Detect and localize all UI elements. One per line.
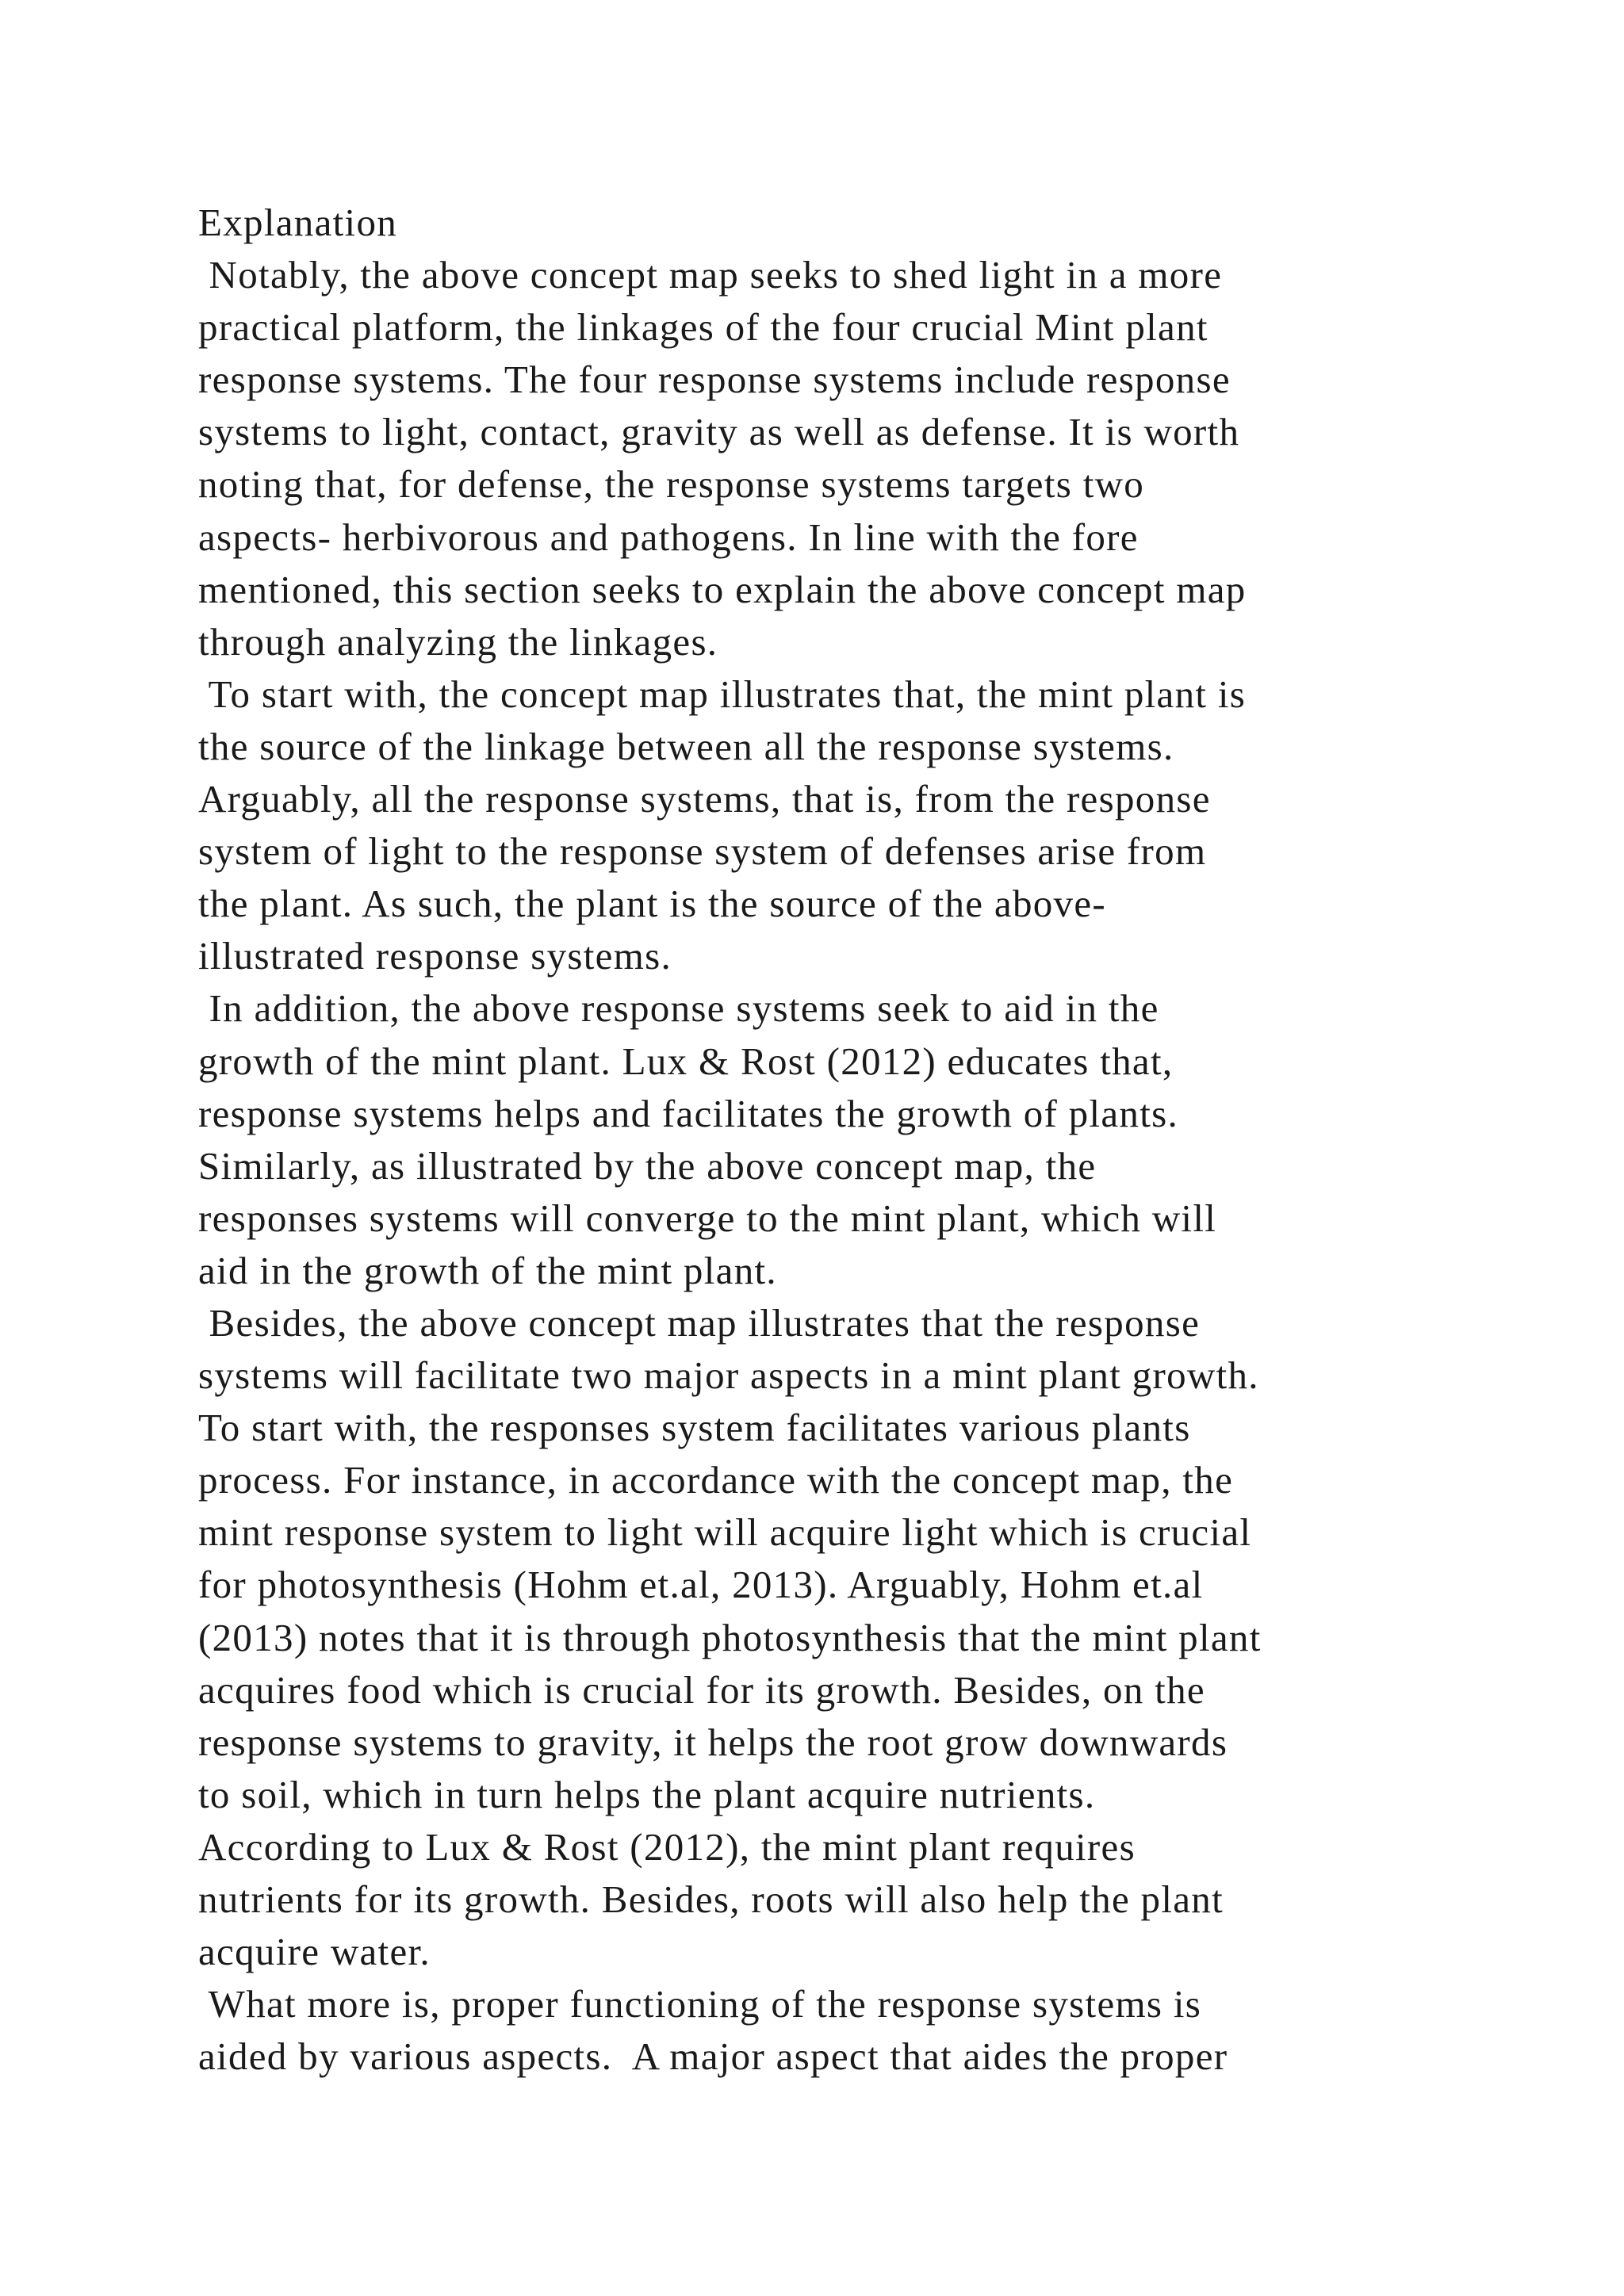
text-line: Arguably, all the response systems, that is, from the response xyxy=(198,777,1211,821)
text-line: system of light to the response system of defenses arise from xyxy=(198,829,1207,874)
text-line: In addition, the above response systems seek to aid in the xyxy=(198,986,1159,1031)
text-line: aided by various aspects. A major aspect that aides the proper xyxy=(198,2034,1228,2079)
text-line: to soil, which in turn helps the plant acquire nutrients. xyxy=(198,1772,1096,1816)
text-line: for photosynthesis (Hohm et.al, 2013). Arguably, Hohm et.al xyxy=(198,1563,1204,1607)
text-line: through analyzing the linkages. xyxy=(198,619,718,664)
text-line: What more is, proper functioning of the response systems is xyxy=(198,1982,1202,2026)
text-line: the plant. As such, the plant is the source of the above- xyxy=(198,882,1107,926)
heading-explanation: Explanation xyxy=(198,201,398,244)
text-line: response systems helps and facilitates the growth of plants. xyxy=(198,1091,1179,1135)
text-line: mint response system to light will acquire light which is crucial xyxy=(198,1510,1252,1555)
text-line: response systems to gravity, it helps the root grow downwards xyxy=(198,1720,1228,1764)
text-line: nutrients for its growth. Besides, roots will also help the plant xyxy=(198,1877,1224,1921)
text-line: Similarly, as illustrated by the above concept map, the xyxy=(198,1143,1097,1188)
text-line: To start with, the concept map illustrates that, the mint plant is xyxy=(198,672,1247,716)
text-line: practical platform, the linkages of the four crucial Mint plant xyxy=(198,305,1208,350)
text-line: acquires food which is crucial for its growth. Besides, on the xyxy=(198,1667,1205,1712)
text-line: the source of the linkage between all the response systems. xyxy=(198,724,1174,768)
text-line: To start with, the responses system facilitates various plants xyxy=(198,1406,1191,1450)
text-line: aspects- herbivorous and pathogens. In line with the fore xyxy=(198,515,1139,559)
text-line: response systems. The four response systems include response xyxy=(198,358,1231,402)
document-body xyxy=(198,197,1507,2083)
text-line: noting that, for defense, the response systems targets two xyxy=(198,462,1145,507)
text-line: growth of the mint plant. Lux & Rost (2012) educates that, xyxy=(198,1039,1174,1083)
text-line: mentioned, this section seeks to explain the above concept map xyxy=(198,567,1247,611)
text-line: responses systems will converge to the mint plant, which will xyxy=(198,1196,1217,1240)
text-line: systems to light, contact, gravity as well as defense. It is worth xyxy=(198,410,1240,454)
text-line: (2013) notes that it is through photosynthesis that the mint plant xyxy=(198,1615,1262,1659)
text-line: Notably, the above concept map seeks to shed light in a more xyxy=(198,253,1223,297)
text-line: acquire water. xyxy=(198,1930,431,1974)
text-line: process. For instance, in accordance with the concept map, the xyxy=(198,1458,1234,1502)
text-line: illustrated response systems. xyxy=(198,934,672,978)
text-line: Besides, the above concept map illustrates that the response xyxy=(198,1300,1201,1345)
text-line: systems will facilitate two major aspects in a mint plant growth. xyxy=(198,1353,1259,1398)
text-line: According to Lux & Rost (2012), the mint plant requires xyxy=(198,1824,1136,1869)
text-line: aid in the growth of the mint plant. xyxy=(198,1248,777,1292)
